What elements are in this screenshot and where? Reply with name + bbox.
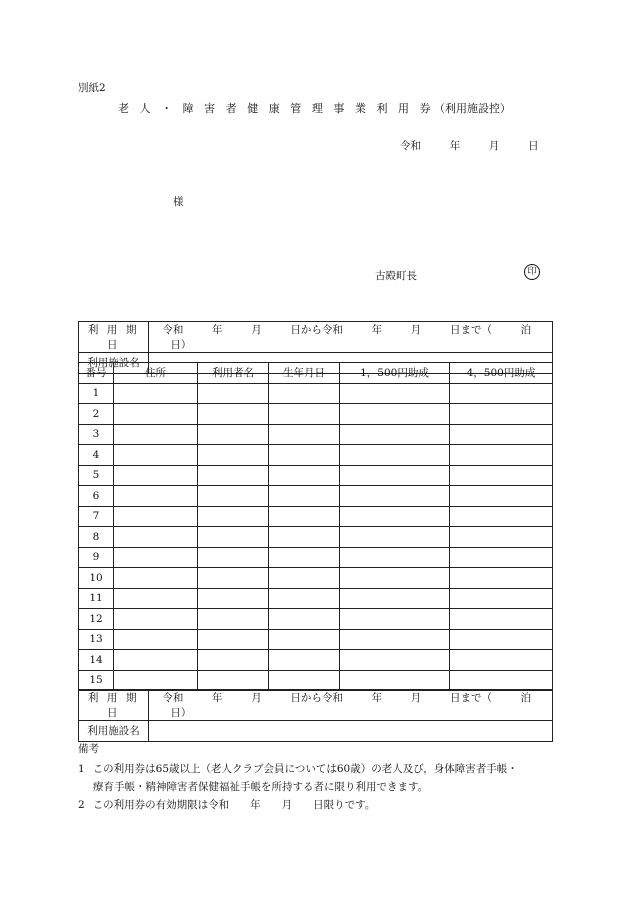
note-2 xyxy=(78,797,375,812)
table-row xyxy=(79,588,553,609)
birthdate-cell[interactable] xyxy=(269,506,340,527)
facility-label: 利用施設名 xyxy=(79,353,149,374)
subsidy-1500-cell[interactable] xyxy=(340,670,450,691)
subsidy-4500-cell[interactable] xyxy=(450,527,553,548)
table-row xyxy=(79,445,553,466)
annex-label: 別紙2 xyxy=(78,82,106,94)
birthdate-cell[interactable] xyxy=(269,588,340,609)
row-number: 15 xyxy=(79,670,114,691)
birthdate-cell[interactable] xyxy=(269,527,340,548)
address-cell[interactable] xyxy=(114,609,198,630)
period-label-bottom: 利 用 期 日 xyxy=(79,690,149,721)
row-number: 1 xyxy=(79,383,114,404)
date-year: 年 xyxy=(449,140,461,152)
table-row xyxy=(79,629,553,650)
birthdate-cell[interactable] xyxy=(269,445,340,466)
address-cell[interactable] xyxy=(114,670,198,691)
birthdate-cell[interactable] xyxy=(269,465,340,486)
birthdate-cell[interactable] xyxy=(269,629,340,650)
note-1-text-1: この利用券は65歳以上（老人クラブ会員については60歳）の老人及び，身体障害者手帳・ xyxy=(92,763,518,775)
period-year2-bottom: 年 xyxy=(371,692,383,704)
address-cell[interactable] xyxy=(114,445,198,466)
birthdate-cell[interactable] xyxy=(269,547,340,568)
date-era: 令和 xyxy=(400,140,421,152)
user-name-cell[interactable] xyxy=(198,424,269,445)
subsidy-4500-cell[interactable] xyxy=(450,547,553,568)
table-row xyxy=(79,404,553,425)
subsidy-4500-cell[interactable] xyxy=(450,650,553,671)
table-row xyxy=(79,506,553,527)
user-name-cell[interactable] xyxy=(198,547,269,568)
user-name-cell[interactable] xyxy=(198,629,269,650)
subsidy-4500-cell[interactable] xyxy=(450,486,553,507)
address-cell[interactable] xyxy=(114,650,198,671)
period-days: 日） xyxy=(170,339,192,351)
issue-date xyxy=(400,138,539,153)
subsidy-4500-cell[interactable] xyxy=(450,445,553,466)
table-row xyxy=(79,424,553,445)
subsidy-1500-cell[interactable] xyxy=(340,424,450,445)
row-number: 8 xyxy=(79,527,114,548)
table-row xyxy=(79,465,553,486)
period-from-bottom: 日から令和 xyxy=(290,692,343,704)
period-year2: 年 xyxy=(371,324,383,336)
period-month1-bottom: 月 xyxy=(251,692,262,704)
row-number: 4 xyxy=(79,445,114,466)
subsidy-1500-cell[interactable] xyxy=(340,588,450,609)
user-name-cell[interactable] xyxy=(198,383,269,404)
address-cell[interactable] xyxy=(114,506,198,527)
birthdate-cell[interactable] xyxy=(269,486,340,507)
user-name-cell[interactable] xyxy=(198,588,269,609)
birthdate-cell[interactable] xyxy=(269,404,340,425)
facility-row-bottom xyxy=(79,721,553,742)
address-cell[interactable] xyxy=(114,486,198,507)
row-number: 2 xyxy=(79,404,114,425)
subsidy-4500-cell[interactable] xyxy=(450,568,553,589)
subsidy-1500-cell[interactable] xyxy=(340,650,450,671)
period-month2: 月 xyxy=(410,324,422,336)
user-name-cell[interactable] xyxy=(198,650,269,671)
period-to-bottom: 日まで（ xyxy=(449,692,492,704)
col-header-subsidy-1500: 1，500円助成 xyxy=(340,363,450,384)
birthdate-cell[interactable] xyxy=(269,568,340,589)
row-number: 11 xyxy=(79,588,114,609)
footer-table xyxy=(78,689,553,742)
form-title-main: 老 人 ・ 障 害 者 健 康 管 理 事 業 利 用 券 xyxy=(118,102,435,115)
user-name-cell[interactable] xyxy=(198,404,269,425)
subsidy-1500-cell[interactable] xyxy=(340,465,450,486)
user-name-cell[interactable] xyxy=(198,445,269,466)
address-cell[interactable] xyxy=(114,588,198,609)
period-field[interactable] xyxy=(149,322,553,353)
period-label: 利 用 期 日 xyxy=(79,322,149,353)
facility-field-bottom[interactable] xyxy=(149,721,553,742)
users-table-header xyxy=(79,363,553,384)
date-month: 月 xyxy=(488,140,500,152)
birthdate-cell[interactable] xyxy=(269,670,340,691)
row-number: 13 xyxy=(79,629,114,650)
note-1-line-1 xyxy=(78,761,518,776)
period-era-bottom: 令和 xyxy=(162,692,184,704)
form-title-paren: （利用施設控） xyxy=(434,102,512,115)
period-row xyxy=(79,322,553,353)
subsidy-1500-cell[interactable] xyxy=(340,383,450,404)
address-cell[interactable] xyxy=(114,404,198,425)
subsidy-4500-cell[interactable] xyxy=(450,670,553,691)
date-day: 日 xyxy=(528,140,539,152)
subsidy-4500-cell[interactable] xyxy=(450,506,553,527)
subsidy-1500-cell[interactable] xyxy=(340,404,450,425)
period-nights: 泊 xyxy=(520,324,532,336)
period-era: 令和 xyxy=(162,324,184,336)
address-cell[interactable] xyxy=(114,527,198,548)
subsidy-4500-cell[interactable] xyxy=(450,629,553,650)
note-1-number: 1 xyxy=(78,763,85,775)
facility-label-bottom: 利用施設名 xyxy=(79,721,149,742)
row-number: 5 xyxy=(79,465,114,486)
period-from: 日から令和 xyxy=(290,324,343,336)
subsidy-1500-cell[interactable] xyxy=(340,445,450,466)
user-name-cell[interactable] xyxy=(198,527,269,548)
user-name-cell[interactable] xyxy=(198,670,269,691)
period-row-bottom xyxy=(79,690,553,721)
birthdate-cell[interactable] xyxy=(269,383,340,404)
subsidy-1500-cell[interactable] xyxy=(340,486,450,507)
birthdate-cell[interactable] xyxy=(269,650,340,671)
note-1-line-2: 療育手帳・精神障害者保健福祉手帳を所持する者に限り利用できます。 xyxy=(93,781,429,793)
table-row xyxy=(79,527,553,548)
seal-stamp: 印 xyxy=(524,264,540,280)
users-table xyxy=(78,362,553,691)
period-month1: 月 xyxy=(251,324,262,336)
table-row xyxy=(79,547,553,568)
user-name-cell[interactable] xyxy=(198,609,269,630)
row-number: 12 xyxy=(79,609,114,630)
col-header-address: 住所 xyxy=(114,363,198,384)
period-year1: 年 xyxy=(212,324,223,336)
issuer-name: 古殿町長 xyxy=(375,270,417,282)
table-row xyxy=(79,568,553,589)
col-header-number: 番号 xyxy=(79,363,114,384)
row-number: 10 xyxy=(79,568,114,589)
address-cell[interactable] xyxy=(114,383,198,404)
subsidy-4500-cell[interactable] xyxy=(450,424,553,445)
col-header-birthdate: 生年月日 xyxy=(269,363,340,384)
period-field-bottom[interactable] xyxy=(149,690,553,721)
table-row xyxy=(79,383,553,404)
birthdate-cell[interactable] xyxy=(269,609,340,630)
table-row xyxy=(79,609,553,630)
col-header-subsidy-4500: 4，500円助成 xyxy=(450,363,553,384)
user-name-cell[interactable] xyxy=(198,506,269,527)
user-name-cell[interactable] xyxy=(198,486,269,507)
row-number: 7 xyxy=(79,506,114,527)
address-cell[interactable] xyxy=(114,424,198,445)
birthdate-cell[interactable] xyxy=(269,424,340,445)
row-number: 14 xyxy=(79,650,114,671)
period-to: 日まで（ xyxy=(449,324,492,336)
notes-heading: 備考 xyxy=(78,743,99,755)
address-cell[interactable] xyxy=(114,568,198,589)
subsidy-4500-cell[interactable] xyxy=(450,609,553,630)
subsidy-1500-cell[interactable] xyxy=(340,527,450,548)
address-cell[interactable] xyxy=(114,465,198,486)
period-year1-bottom: 年 xyxy=(212,692,223,704)
subsidy-1500-cell[interactable] xyxy=(340,629,450,650)
table-row xyxy=(79,486,553,507)
row-number: 6 xyxy=(79,486,114,507)
note-2-number: 2 xyxy=(78,799,85,811)
table-row xyxy=(79,650,553,671)
note-2-text: この利用券の有効期限は令和 年 月 日限りです。 xyxy=(92,799,376,811)
row-number: 9 xyxy=(79,547,114,568)
period-month2-bottom: 月 xyxy=(410,692,422,704)
period-days-bottom: 日） xyxy=(170,707,192,719)
subsidy-1500-cell[interactable] xyxy=(340,609,450,630)
form-title xyxy=(118,100,511,116)
subsidy-4500-cell[interactable] xyxy=(450,588,553,609)
subsidy-4500-cell[interactable] xyxy=(450,383,553,404)
address-cell[interactable] xyxy=(114,629,198,650)
addressee-suffix: 様 xyxy=(173,196,184,208)
table-row xyxy=(79,670,553,691)
period-nights-bottom: 泊 xyxy=(520,692,532,704)
subsidy-4500-cell[interactable] xyxy=(450,404,553,425)
user-name-cell[interactable] xyxy=(198,568,269,589)
row-number: 3 xyxy=(79,424,114,445)
address-cell[interactable] xyxy=(114,547,198,568)
subsidy-1500-cell[interactable] xyxy=(340,506,450,527)
user-name-cell[interactable] xyxy=(198,465,269,486)
subsidy-1500-cell[interactable] xyxy=(340,568,450,589)
subsidy-1500-cell[interactable] xyxy=(340,547,450,568)
subsidy-4500-cell[interactable] xyxy=(450,465,553,486)
col-header-user-name: 利用者名 xyxy=(198,363,269,384)
